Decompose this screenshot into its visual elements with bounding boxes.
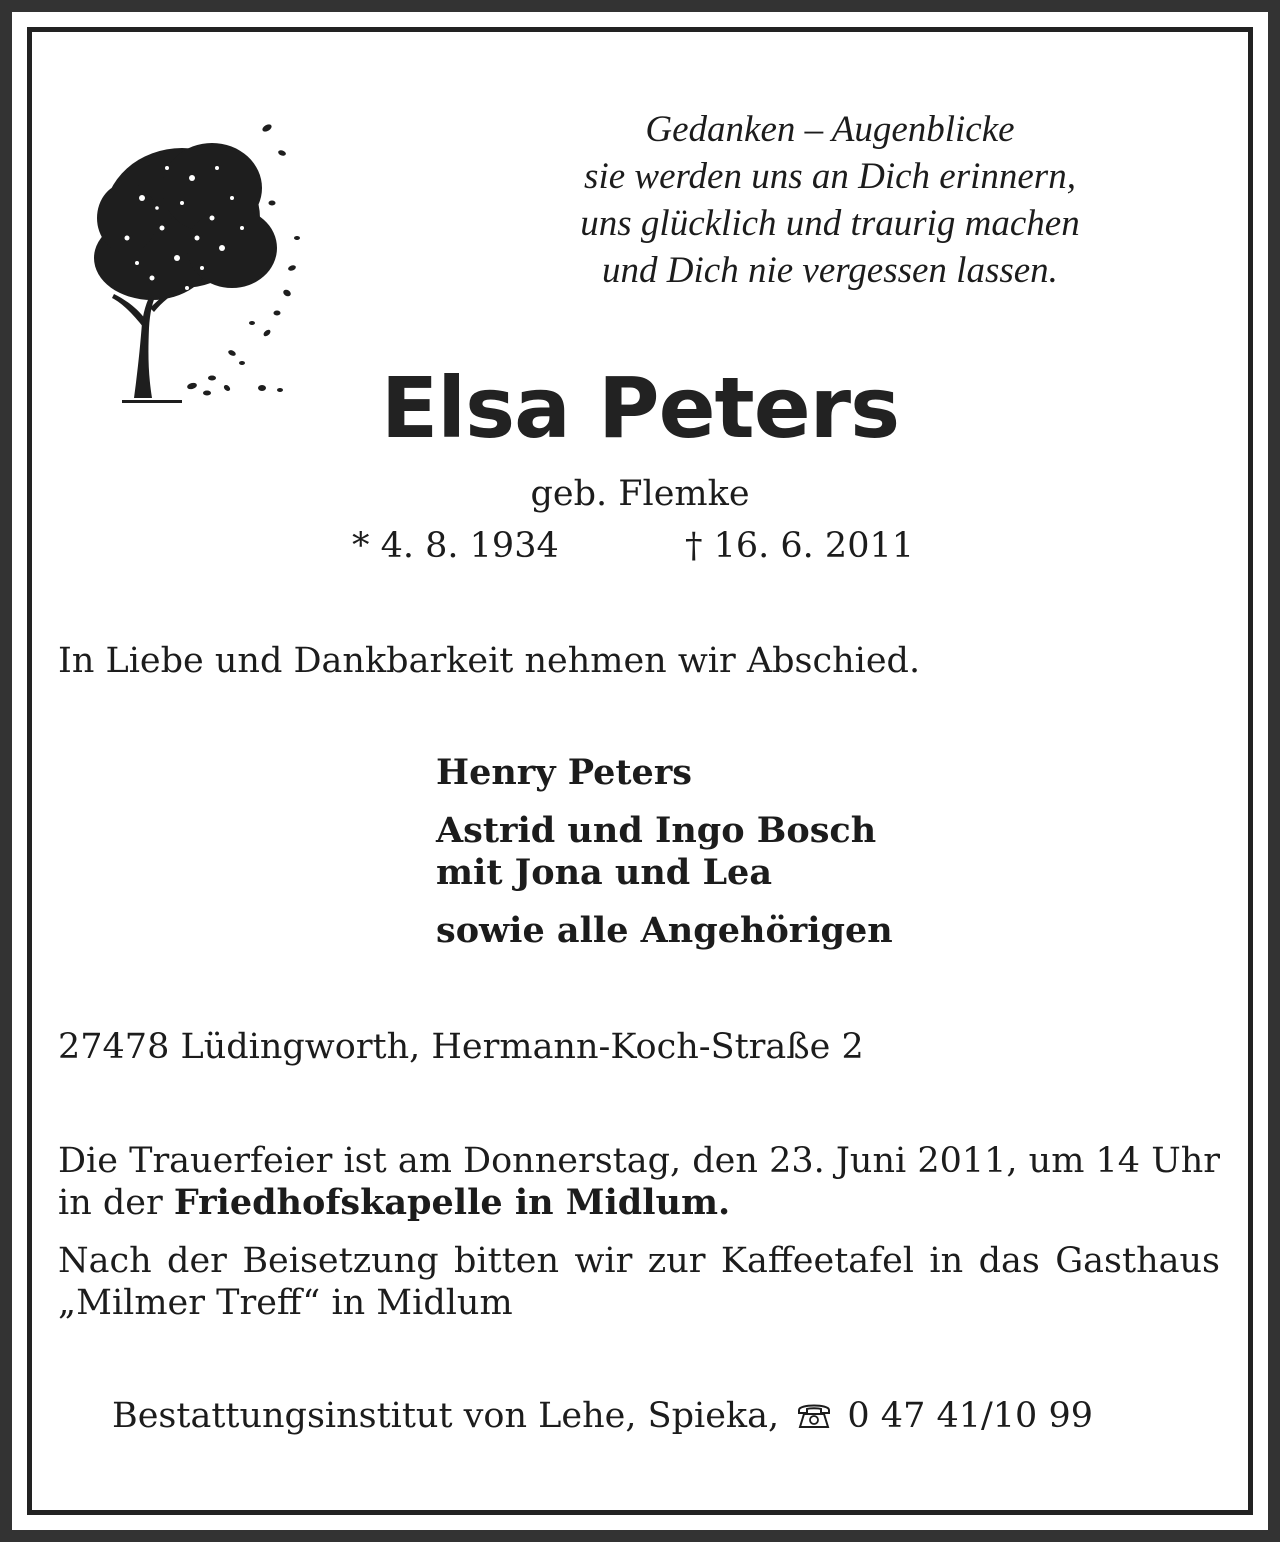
maiden-name: geb. Flemke	[530, 474, 750, 514]
mourner-line: Astrid und Ingo Bosch	[436, 810, 877, 851]
birth-date: * 4. 8. 1934	[352, 526, 559, 566]
ceremony-intro: Die Trauerfeier ist am Donnerstag, den 23. Juni 2011, um 14 Uhr in der	[58, 1141, 1220, 1223]
mourner-line: Henry Peters	[436, 752, 692, 793]
mourners-list	[436, 752, 893, 952]
farewell-text: In Liebe und Dankbarkeit nehmen wir Abschied.	[58, 641, 921, 681]
ceremony-text	[58, 1140, 1220, 1224]
telephone-icon	[796, 1400, 832, 1430]
ceremony-location: Friedhofskapelle in Midlum.	[173, 1182, 731, 1223]
deceased-name: Elsa Peters	[380, 359, 900, 457]
poem-line: und Dich nie vergessen lassen.	[602, 250, 1058, 291]
address: 27478 Lüdingworth, Hermann-Koch-Straße 2	[58, 1027, 864, 1067]
reception-text: Nach der Beisetzung bitten wir zur Kaffeetafel in das Gasthaus „Milmer Treff“ in Midlum	[58, 1241, 1220, 1323]
poem	[500, 106, 1160, 294]
mourner-line: sowie alle Angehörigen	[436, 910, 893, 951]
death-date: † 16. 6. 2011	[685, 526, 915, 566]
phone-number: 0 47 41/10 99	[847, 1396, 1093, 1436]
mourner-line: mit Jona und Lea	[436, 852, 773, 893]
poem-line: sie werden uns an Dich erinnern,	[584, 156, 1076, 197]
undertaker-name: Bestattungsinstitut von Lehe, Spieka,	[112, 1396, 780, 1436]
undertaker-line	[112, 1394, 1093, 1438]
poem-line: Gedanken – Augenblicke	[645, 109, 1015, 150]
life-dates	[320, 524, 960, 568]
poem-line: uns glücklich und traurig machen	[580, 203, 1080, 244]
